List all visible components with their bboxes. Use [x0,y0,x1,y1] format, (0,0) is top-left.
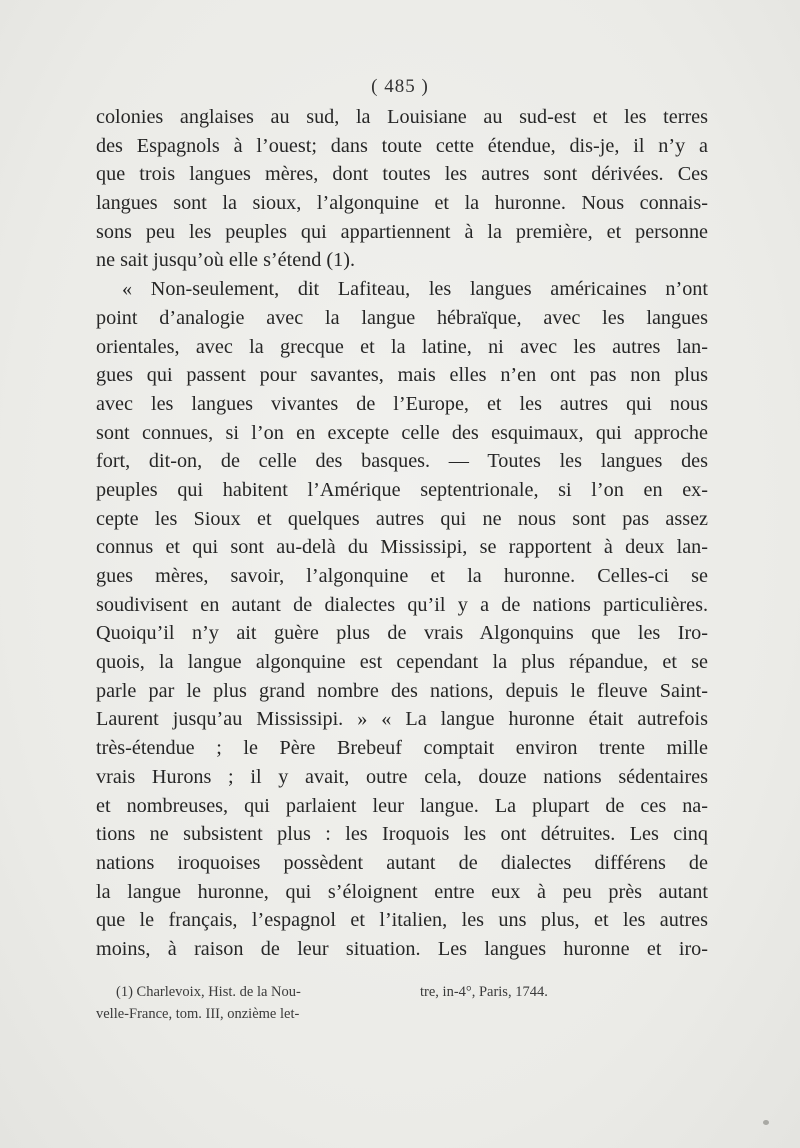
footnote-row [96,981,708,1003]
footnote-text: (1) Charlevoix, Hist. de la Nou- [116,984,301,1000]
text-line: point d’analogie avec la langue hébraïque, avec les langues [96,306,708,329]
text-line: parle par le plus grand nombre des nations, depuis le fleuve Saint- [96,679,708,702]
text-line: Laurent jusqu’au Mississipi. » « La langue huronne était autrefois [96,708,708,731]
footnote-text: velle-France, tom. III, onzième let- [96,1006,300,1022]
text-line: « Non-seulement, dit Lafiteau, les langues américaines n’ont [122,278,708,301]
text-line: tions ne subsistent plus : les Iroquois les ont détruites. Les cinq [96,823,708,846]
body-text [96,103,708,964]
text-line: connus et qui sont au-delà du Mississipi, se rapportent à deux lan- [96,536,708,559]
text-line: colonies anglaises au sud, la Louisiane au sud-est et les terres [96,106,708,128]
text-line: vrais Hurons ; il y avait, outre cela, douze nations sédentaires [96,765,708,788]
text-line: peuples qui habitent l’Amérique septentrionale, si l’on en ex- [96,478,708,501]
text-line: avec les langues vivantes de l’Europe, et les autres qui nous [96,392,708,415]
text-line: que trois langues mères, dont toutes les autres sont dérivées. Ces [96,163,708,186]
text-line: sont connues, si l’on en excepte celle des esquimaux, qui approche [96,421,708,444]
footnote [96,981,708,1025]
page-number: ( 485 ) [371,76,429,97]
text-line: et nombreuses, qui parlaient leur langue. La plupart de ces na- [96,794,708,817]
text-line: fort, dit-on, de celle des basques. — Toutes les langues des [96,450,708,473]
text-line: ne sait jusqu’où elle s’étend (1). [96,249,355,272]
text-line: que le français, l’espagnol et l’italien, les uns plus, et les autres [96,909,708,932]
text-line: orientales, avec la grecque et la latine, ni avec les autres lan- [96,335,708,358]
text-line: soudivisent en autant de dialectes qu’il y a de nations particulières. [96,593,708,616]
text-line: cepte les Sioux et quelques autres qui ne nous sont pas assez [96,507,708,530]
text-line: nations iroquoises possèdent autant de dialectes différens de [96,851,708,874]
footnote-row [96,1003,708,1025]
text-line: sons peu les peuples qui appartiennent à la première, et personne [96,220,708,243]
text-line: Quoiqu’il n’y ait guère plus de vrais Algonquins que les Iro- [96,622,708,645]
text-line: gues mères, savoir, l’algonquine et la huronne. Celles-ci se [96,565,708,587]
footnote-text: tre, in-4°, Paris, 1744. [420,984,548,1000]
text-line: moins, à raison de leur situation. Les langues huronne et iro- [96,937,708,960]
text-line: très-étendue ; le Père Brebeuf comptait environ trente mille [96,737,708,760]
paper-speck [763,1120,769,1125]
text-line: langues sont la sioux, l’algonquine et la huronne. Nous connais- [96,192,708,215]
text-line: gues qui passent pour savantes, mais elles n’en ont pas non plus [96,364,708,387]
text-line: quois, la langue algonquine est cependant la plus répandue, et se [96,651,708,674]
text-line: des Espagnols à l’ouest; dans toute cette étendue, dis-je, il n’y a [96,134,708,157]
text-line: la langue huronne, qui s’éloignent entre eux à peu près autant [96,880,708,903]
